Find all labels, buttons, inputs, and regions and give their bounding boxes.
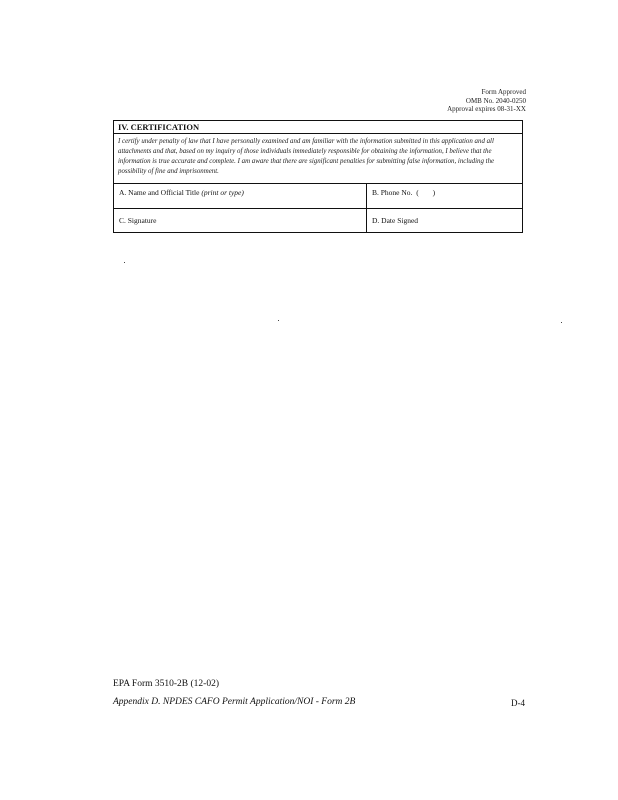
- signature-field[interactable]: [114, 209, 367, 233]
- name-title-hint: (print or type): [201, 188, 244, 197]
- date-signed-label: D. Date Signed: [372, 216, 419, 225]
- phone-area-code: ( ): [416, 188, 442, 197]
- form-row-signature-date: [114, 208, 522, 233]
- omb-number: OMB No. 2040-0250: [465, 96, 526, 105]
- date-signed-field[interactable]: [367, 209, 522, 233]
- scan-speck: [561, 322, 562, 323]
- phone-field[interactable]: [367, 184, 522, 208]
- scan-speck: [278, 320, 279, 321]
- name-title-label: A. Name and Official Title: [119, 188, 200, 197]
- certification-section: [113, 120, 523, 233]
- approval-expiration: Approval expires 08-31-XX: [447, 105, 526, 113]
- footer-document-title: Appendix D. NPDES CAFO Permit Application/NOI - Form 2B: [113, 697, 356, 707]
- name-title-field[interactable]: [114, 184, 367, 208]
- signature-label: C. Signature: [119, 216, 157, 225]
- approval-status: Form Approved: [481, 88, 526, 96]
- footer-form-number: EPA Form 3510-2B (12-02): [113, 679, 220, 689]
- form-row-name-phone: [114, 183, 522, 208]
- certification-statement: I certify under penalty of law that I have personally examined and am familiar with the information submitted in this application and all attachments and that, based on my inquiry of those individuals immediately responsible for obtaining the information, I believe that the information is true accurate and complete. I am aware that there are significant penalties for submitting false information, including the possibility of fine and imprisonment.: [118, 138, 495, 175]
- form-approval-block: [447, 88, 526, 114]
- phone-label: B. Phone No.: [372, 188, 413, 197]
- scan-speck: [124, 262, 125, 263]
- section-title: IV. CERTIFICATION: [114, 121, 522, 134]
- page-number: D-4: [511, 698, 525, 708]
